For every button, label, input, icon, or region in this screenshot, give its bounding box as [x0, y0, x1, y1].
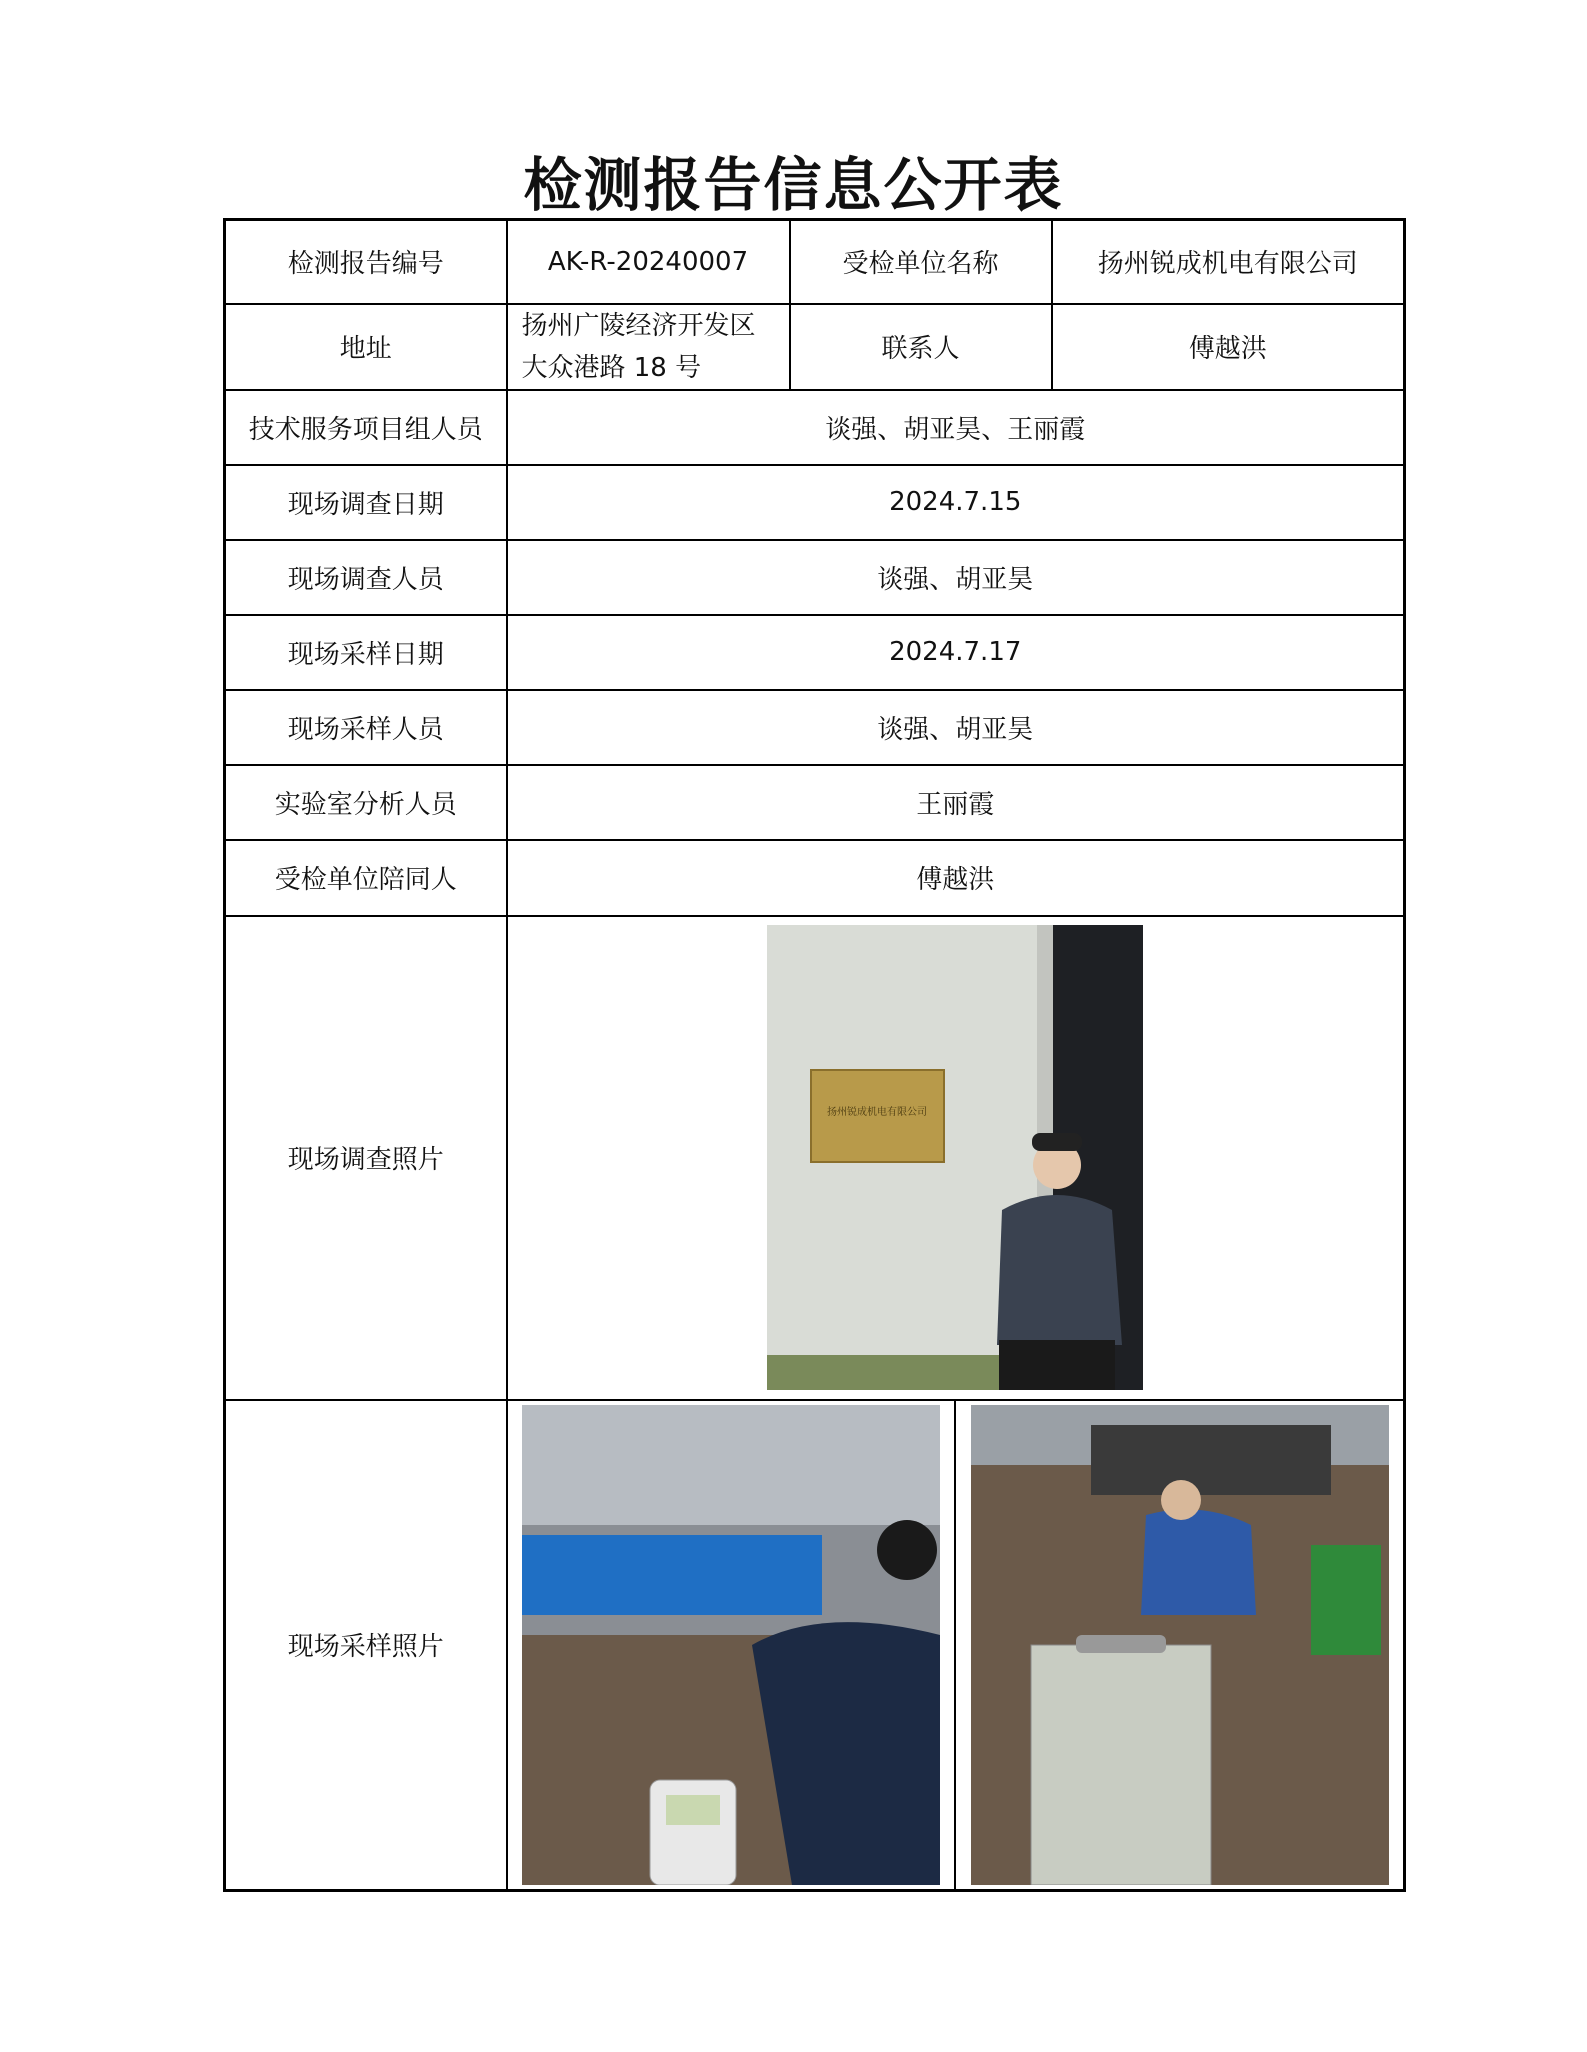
table-row	[225, 690, 1405, 765]
worker-head	[1161, 1480, 1201, 1520]
table-row	[225, 304, 1405, 390]
table-row	[225, 540, 1405, 615]
sampling-date-value: 2024.7.17	[507, 615, 1405, 690]
table-row	[225, 840, 1405, 916]
table-row	[225, 390, 1405, 465]
survey-date-value: 2024.7.15	[507, 465, 1405, 540]
sampling-photo-1	[522, 1405, 940, 1885]
page-title: 检测报告信息公开表	[523, 151, 1064, 219]
address-line-1: 扬州广陵经济开发区	[521, 310, 756, 341]
worker-body	[1141, 1509, 1256, 1615]
cap-icon	[1032, 1133, 1082, 1151]
company-sign-text: 扬州锐成机电有限公司	[827, 1107, 928, 1118]
sampling-photo-2	[971, 1405, 1389, 1885]
photo-table	[1091, 1425, 1331, 1495]
person-shirt	[997, 1195, 1122, 1345]
team-value: 谈强、胡亚昊、王丽霞	[507, 390, 1405, 465]
escort-label: 受检单位陪同人	[225, 840, 507, 916]
report-no-value: AK-R-20240007	[507, 220, 790, 304]
photo-ceiling	[522, 1405, 940, 1525]
sampling-photo-label: 现场采样照片	[225, 1400, 507, 1891]
survey-photo	[767, 925, 1143, 1390]
unit-name-value: 扬州锐成机电有限公司	[1052, 220, 1405, 304]
survey-photo-label: 现场调查照片	[225, 916, 507, 1400]
team-label: 技术服务项目组人员	[225, 390, 507, 465]
survey-staff-value: 谈强、胡亚昊	[507, 540, 1405, 615]
table-row	[225, 916, 1405, 1400]
report-no-label: 检测报告编号	[225, 220, 507, 304]
table-row	[225, 615, 1405, 690]
table-row	[225, 1400, 1405, 1891]
address-line-2: 大众港路 18 号	[521, 352, 702, 383]
worker-cap	[877, 1520, 937, 1580]
photo-machine	[522, 1535, 822, 1615]
sampling-photo-cell	[507, 1400, 1405, 1891]
report-table	[223, 218, 1406, 1892]
address-label: 地址	[225, 304, 507, 390]
table-row	[225, 765, 1405, 840]
lab-staff-label: 实验室分析人员	[225, 765, 507, 840]
person-pants	[999, 1340, 1115, 1390]
sampling-date-label: 现场采样日期	[225, 615, 507, 690]
survey-photo-cell	[507, 916, 1405, 1400]
sampling-staff-value: 谈强、胡亚昊	[507, 690, 1405, 765]
escort-value: 傅越洪	[507, 840, 1405, 916]
contact-value: 傅越洪	[1052, 304, 1405, 390]
contact-label: 联系人	[790, 304, 1052, 390]
photo-cabinet	[1311, 1545, 1381, 1655]
sampling-staff-label: 现场采样人员	[225, 690, 507, 765]
survey-staff-label: 现场调查人员	[225, 540, 507, 615]
sampler-device-icon	[1031, 1645, 1211, 1885]
table-row	[225, 465, 1405, 540]
table-row	[225, 220, 1405, 304]
unit-name-label: 受检单位名称	[790, 220, 1052, 304]
lab-staff-value: 王丽霞	[507, 765, 1405, 840]
survey-date-label: 现场调查日期	[225, 465, 507, 540]
address-value	[507, 304, 790, 390]
